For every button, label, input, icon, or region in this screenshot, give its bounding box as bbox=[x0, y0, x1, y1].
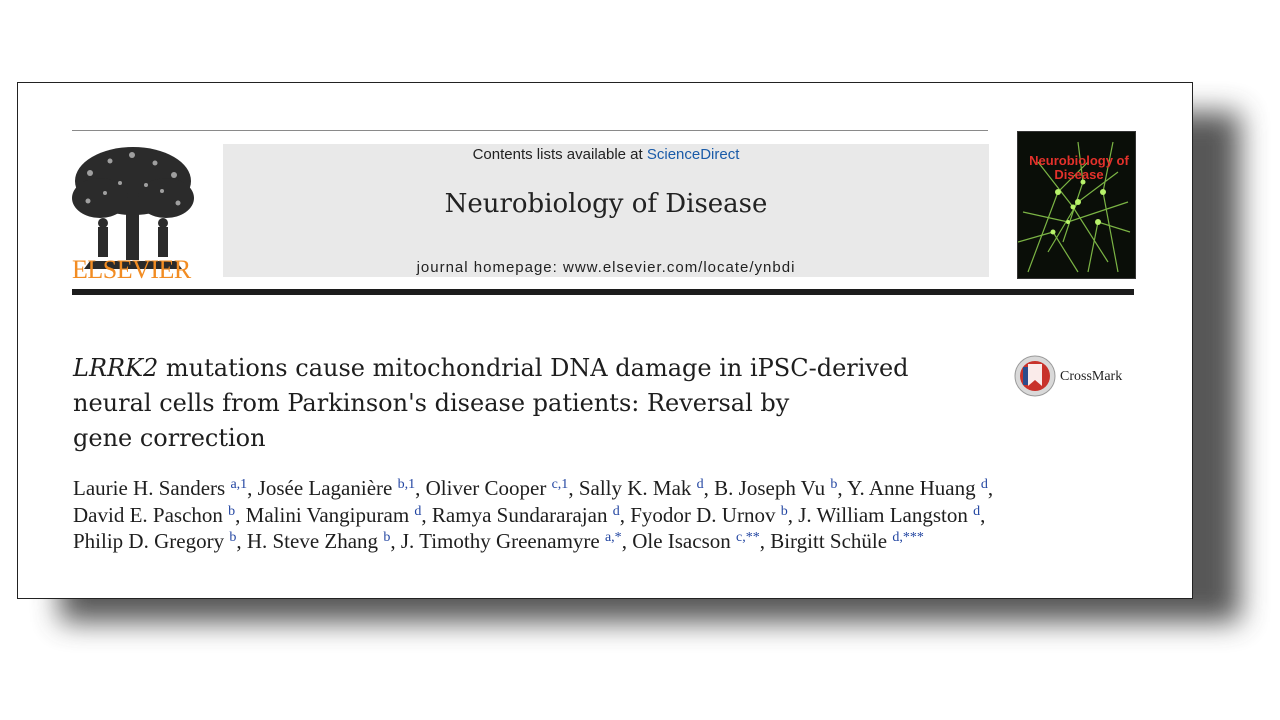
journal-title: Neurobiology of Disease bbox=[444, 189, 768, 219]
author-name[interactable]: Y. Anne Huang bbox=[847, 476, 976, 500]
author-affiliation[interactable]: d bbox=[414, 503, 422, 519]
author-separator: , bbox=[247, 476, 258, 500]
author-affiliation[interactable]: d bbox=[980, 477, 988, 492]
author-name[interactable]: Oliver Cooper bbox=[425, 476, 547, 500]
title-line-2: neural cells from Parkinson's disease patients: Reversal by bbox=[73, 389, 790, 417]
author-affiliation[interactable]: b bbox=[383, 530, 391, 545]
author-separator: , bbox=[235, 502, 246, 527]
author-separator: , bbox=[390, 529, 401, 553]
author-name[interactable]: Fyodor D. Urnov bbox=[630, 502, 776, 527]
author-affiliation[interactable]: b,1 bbox=[397, 477, 416, 492]
author-name[interactable]: J. William Langston bbox=[798, 502, 968, 527]
author-affiliation[interactable]: d bbox=[696, 477, 704, 492]
journal-homepage[interactable]: journal homepage: www.elsevier.com/locate/ynbdi bbox=[416, 259, 796, 276]
author-separator: , bbox=[759, 529, 771, 553]
journal-banner bbox=[223, 144, 989, 277]
publisher-wordmark: ELSEVIER bbox=[72, 255, 191, 284]
author-affiliation[interactable]: d,*** bbox=[892, 530, 924, 545]
author-affiliation[interactable]: d bbox=[973, 503, 981, 519]
author-name[interactable]: Josée Laganière bbox=[257, 476, 393, 500]
author-line bbox=[73, 502, 1133, 529]
author-name[interactable]: B. Joseph Vu bbox=[714, 476, 826, 500]
author-name[interactable]: H. Steve Zhang bbox=[246, 529, 379, 553]
top-rule bbox=[72, 130, 988, 131]
author-separator: , bbox=[980, 502, 986, 527]
author-name[interactable]: Ramya Sundararajan bbox=[431, 502, 608, 527]
author-affiliation[interactable]: b bbox=[228, 503, 236, 519]
author-affiliation[interactable]: b bbox=[229, 530, 237, 545]
author-name[interactable]: David E. Paschon bbox=[73, 502, 223, 527]
author-line bbox=[73, 475, 1133, 502]
header-rule bbox=[72, 289, 1134, 295]
author-separator: , bbox=[703, 476, 715, 500]
title-gene: LRRK2 bbox=[73, 354, 159, 382]
author-separator: , bbox=[787, 502, 799, 527]
author-separator: , bbox=[236, 529, 247, 553]
title-line-1 bbox=[73, 351, 933, 386]
author-name[interactable]: Philip D. Gregory bbox=[73, 529, 225, 553]
author-affiliation[interactable]: b bbox=[830, 477, 838, 492]
author-separator: , bbox=[619, 502, 631, 527]
author-name[interactable]: Malini Vangipuram bbox=[245, 502, 410, 527]
author-affiliation[interactable]: c,1 bbox=[551, 477, 569, 492]
cover-journal-title: Neurobiology of Disease bbox=[1029, 153, 1129, 182]
author-separator: , bbox=[987, 476, 994, 500]
author-separator: , bbox=[568, 476, 579, 500]
title-line-3: gene correction bbox=[73, 424, 266, 452]
sciencedirect-link[interactable]: ScienceDirect bbox=[646, 146, 740, 163]
author-affiliation[interactable]: d bbox=[612, 503, 620, 519]
author-separator: , bbox=[415, 476, 426, 500]
article-title bbox=[73, 351, 933, 456]
crossmark-label[interactable]: CrossMark bbox=[1060, 369, 1123, 384]
crossmark-icon[interactable] bbox=[1014, 355, 1056, 397]
journal-cover-image bbox=[1017, 131, 1136, 279]
author-name[interactable]: J. Timothy Greenamyre bbox=[400, 529, 600, 553]
author-name[interactable]: Birgitt Schüle bbox=[770, 529, 888, 553]
author-separator: , bbox=[621, 529, 633, 553]
author-name[interactable]: Sally K. Mak bbox=[578, 476, 692, 500]
author-line bbox=[73, 528, 1133, 555]
author-affiliation[interactable]: c,** bbox=[736, 530, 760, 545]
author-separator: , bbox=[421, 502, 432, 527]
author-affiliation[interactable]: a,1 bbox=[230, 477, 248, 492]
title-line-1-text: mutations cause mitochondrial DNA damage in iPSC-derived bbox=[158, 354, 909, 382]
contents-line bbox=[223, 146, 989, 163]
author-affiliation[interactable]: b bbox=[780, 503, 788, 519]
author-name[interactable]: Ole Isacson bbox=[632, 529, 731, 553]
author-affiliation[interactable]: a,* bbox=[604, 530, 622, 545]
author-separator: , bbox=[837, 476, 848, 500]
author-list bbox=[73, 475, 1133, 555]
contents-prefix: Contents lists available at bbox=[472, 146, 643, 163]
author-name[interactable]: Laurie H. Sanders bbox=[73, 476, 226, 500]
paper-header-card bbox=[17, 82, 1193, 599]
